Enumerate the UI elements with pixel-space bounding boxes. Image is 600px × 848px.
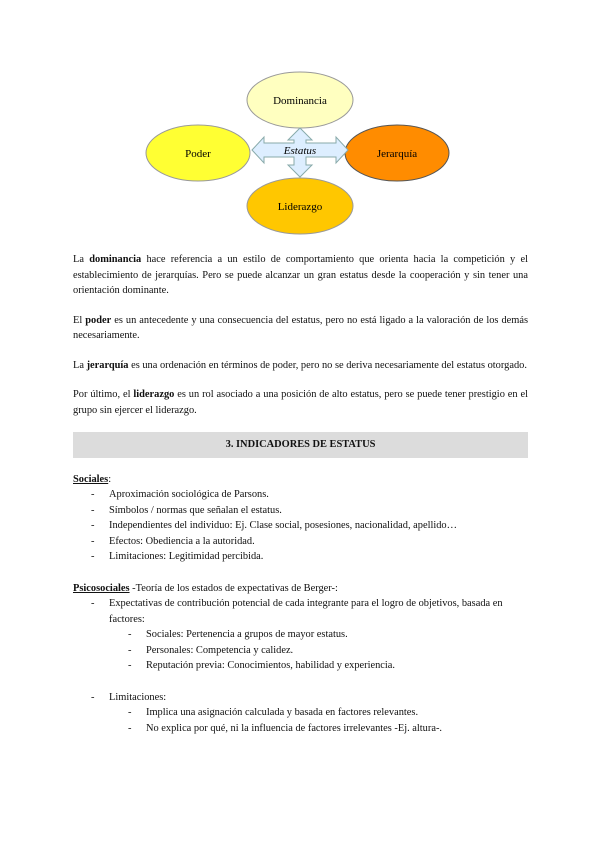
section-heading: 3. INDICADORES DE ESTATUS	[73, 432, 528, 458]
list-item: - Implica una asignación calculada y basada en factores relevantes.	[73, 705, 528, 721]
paragraph-liderazgo: Por último, el liderazgo es un rol asociado a una posición de alto estatus, pero se puede tener prestigio en el grupo sin ejercer el liderazgo.	[73, 389, 528, 416]
list-item: - Reputación previa: Conocimientos, habilidad y experiencia.	[73, 658, 528, 674]
paragraph-jerarquia: La jerarquía es una ordenación en términos de poder, pero no se deriva necesariamente del estatus otorgado.	[73, 359, 527, 371]
list-item: - Sociales: Pertenencia a grupos de mayor estatus.	[73, 627, 528, 643]
list-item: - Símbolos / normas que señalan el estatus.	[73, 503, 528, 519]
document-body	[73, 252, 528, 736]
term-liderazgo: liderazgo	[133, 389, 175, 400]
estatus-label: Estatus	[283, 145, 317, 157]
poder-label: Poder	[185, 148, 211, 160]
estatus-diagram	[0, 0, 600, 240]
limitaciones-sublist	[73, 705, 528, 736]
factores-sublist	[73, 627, 528, 674]
list-item: - Efectos: Obediencia a la autoridad.	[73, 534, 528, 550]
psicosociales-title: Psicosociales -Teoría de los estados de expectativas de Berger-:	[73, 582, 338, 594]
term-dominancia: dominancia	[89, 254, 142, 265]
list-item: - Independientes del individuo: Ej. Clase social, posesiones, nacionalidad, apellido…	[73, 518, 528, 534]
list-item: - Limitaciones: Legitimidad percibida.	[73, 549, 528, 565]
sociales-list	[73, 487, 528, 565]
term-jerarquia: jerarquía	[86, 359, 129, 371]
limitaciones-list	[73, 690, 528, 737]
list-item: - Limitaciones: - Implica una asignación calculada y basada en factores relevantes. - No explica por qué, ni la influencia de factores irrelevantes -Ej. altura-.	[73, 690, 528, 737]
list-item: - Expectativas de contribución potencial de cada integrante para el logro de objetivos, basada en factores: - Sociales: Pertenencia a grupos de mayor estatus. - Personales: Competencia y calidez. - Reputación previa: Conocimientos, habilidad y experiencia.	[73, 596, 528, 674]
dominancia-label: Dominancia	[273, 95, 327, 107]
sociales-title: Sociales:	[73, 473, 112, 485]
psicosociales-list	[73, 596, 528, 674]
term-poder: poder	[85, 314, 112, 326]
liderazgo-label: Liderazgo	[277, 201, 323, 213]
paragraph-poder: El poder es un antecedente y una consecuencia del estatus, pero no está ligado a la valoración de los demás necesariamente.	[73, 314, 528, 341]
list-item: - Personales: Competencia y calidez.	[73, 643, 528, 659]
list-item: - Aproximación sociológica de Parsons.	[73, 487, 528, 503]
list-item: - No explica por qué, ni la influencia de factores irrelevantes -Ej. altura-.	[73, 721, 528, 737]
jerarquia-label: Jerarquía	[376, 148, 418, 160]
paragraph-dominancia: La dominancia hace referencia a un estilo de comportamiento que orienta hacia la competición y el establecimiento de jerarquías. Pero se puede alcanzar un gran estatus desde la cooperación y sin tener una orientación dominante.	[73, 254, 528, 296]
